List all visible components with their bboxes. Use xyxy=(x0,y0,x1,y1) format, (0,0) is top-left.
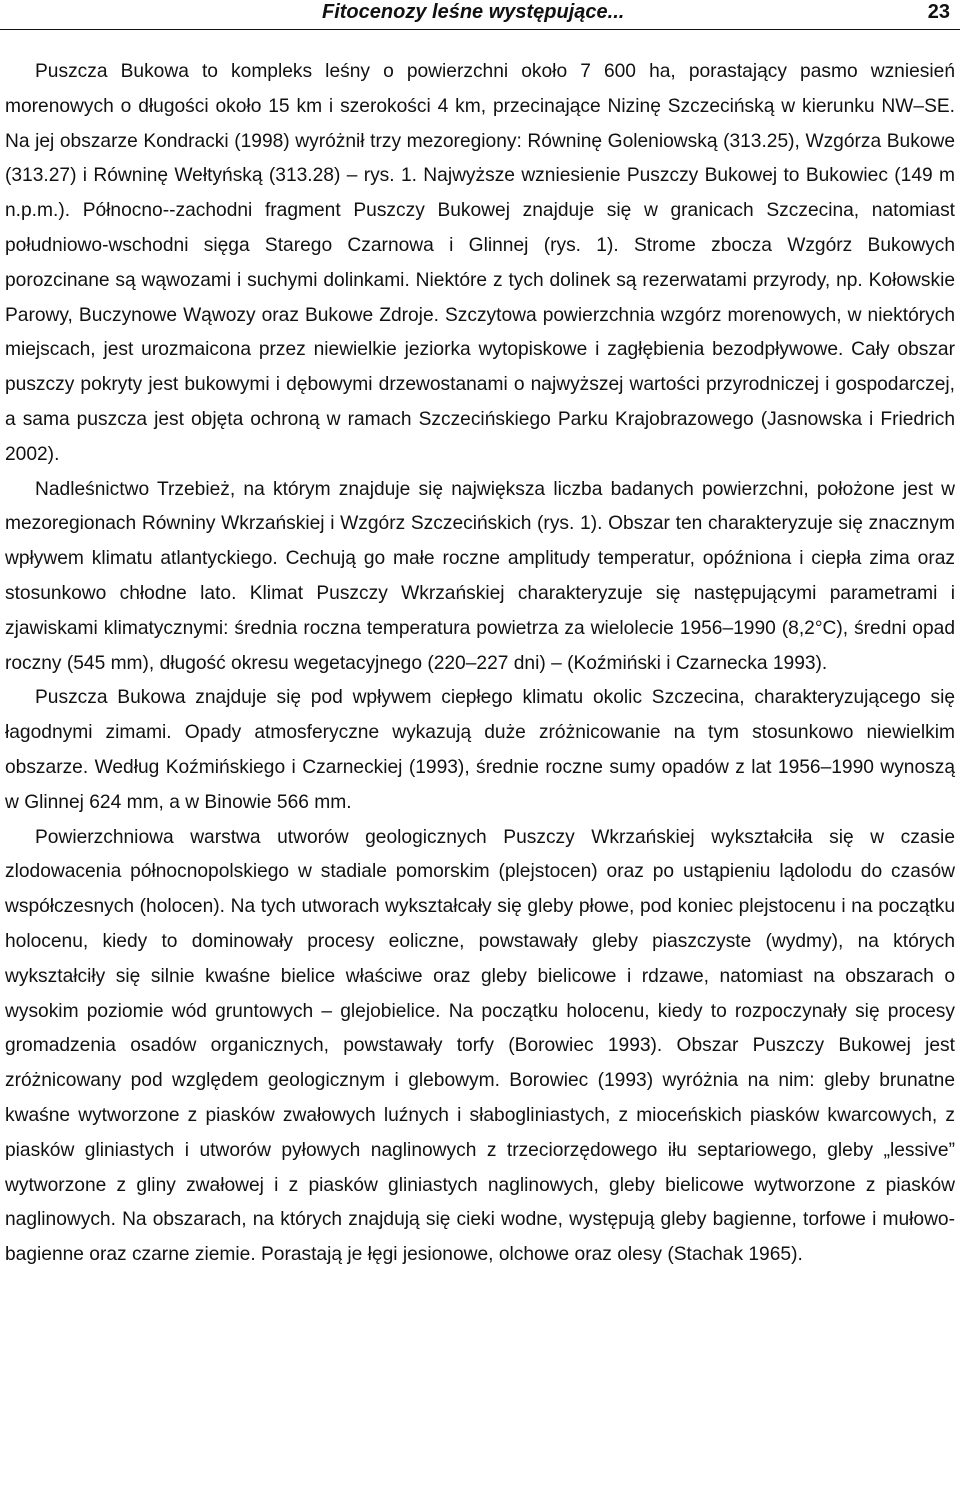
body-text xyxy=(5,55,955,1273)
running-title: Fitocenozy leśne występujące... xyxy=(322,1,625,23)
page-number: 23 xyxy=(927,1,950,23)
paragraph-puszcza-bukowa: Puszcza Bukowa to kompleks leśny o powierzchni około 7 600 ha, porastający pasmo wzniesień morenowych o długości około 15 km i szerokości 4 km, przecinające Nizinę Szczecińską w kierunku NW–SE. Na jej obszarze Kondracki (1998) wyróżnił trzy mezoregiony: Równinę Goleniowską (313.25), Wzgórza Bukowe (313.27) i Równinę Wełtyńską (313.28) – rys. 1. Najwyższe wzniesienie Puszczy Bukowej to Bukowiec (149 m n.p.m.). Północno--zachodni fragment Puszczy Bukowej znajduje się w granicach Szczecina, natomiast południowo-wschodni sięga Starego Czarnowa i Glinnej (rys. 1). Strome zbocza Wzgórz Bukowych porozcinane są wąwozami i suchymi dolinkami. Niektóre z tych dolinek są rezerwatami przyrody, np. Kołowskie Parowy, Buczynowe Wąwozy oraz Bukowe Zdroje. Szczytowa powierzchnia wzgórz morenowych, w niektórych miejscach, jest urozmaicona przez niewielkie jeziorka wytopiskowe i zagłębienia bezodpływowe. Cały obszar puszczy pokryty jest bukowymi i dębowymi drzewostanami o najwyższej wartości przyrodniczej i gospodarczej, a sama puszcza jest objęta ochroną w ramach Szczecińskiego Parku Krajobrazowego (Jasnowska i Friedrich 2002). xyxy=(5,61,955,465)
paragraph-nadlesnictwo-trzebiez: Nadleśnictwo Trzebież, na którym znajduje się największa liczba badanych powierzchni, położone jest w mezoregionach Równiny Wkrzańskiej i Wzgórz Szczecińskich (rys. 1). Obszar ten charakteryzuje się znacznym wpływem klimatu atlantyckiego. Cechują go małe roczne amplitudy temperatur, opóźniona i ciepła zima oraz stosunkowo chłodne lato. Klimat Puszczy Wkrzańskiej charakteryzuje się następującymi parametrami i zjawiskami klimatycznymi: średnia roczna temperatura powietrza za wielolecie 1956–1990 (8,2°C), średni opad roczny (545 mm), długość okresu wegetacyjnego (220–227 dni) – (Koźmiński i Czarnecka 1993). xyxy=(5,478,955,674)
paragraph-geologia-gleby: Powierzchniowa warstwa utworów geologicznych Puszczy Wkrzańskiej wykształciła się w czasie zlodowacenia północnopolskiego w stadiale pomorskim (plejstocen) oraz po ustąpieniu lądolodu do czasów współczesnych (holocen). Na tych utworach wykształcały się gleby płowe, pod koniec plejstocenu i na początku holocenu, kiedy to dominowały procesy eoliczne, powstawały gleby piaszczyste (wydmy), na których wykształciły się silnie kwaśne bielice właściwe oraz gleby bielicowe i rdzawe, natomiast na obszarach o wysokim poziomie wód gruntowych – glejobielice. Na początku holocenu, kiedy to rozpoczynały się procesy gromadzenia osadów organicznych, powstawały torfy (Borowiec 1993). Obszar Puszczy Bukowej jest zróżnicowany pod względem geologicznym i glebowym. Borowiec (1993) wyróżnia na nim: gleby brunatne kwaśne wytworzone z piasków zwałowych luźnych i słabogliniastych, z mioceńskich piasków kwarcowych, z piasków gliniastych i utworów pyłowych naglinowych z trzeciorzędowego iłu septariowego, gleby „lessive” wytworzone z gliny zwałowej i z piasków gliniastych naglinowych, gleby bielicowe wytworzone z piasków naglinowych. Na obszarach, na których znajdują się cieki wodne, występują gleby bagienne, torfowe i mułowo-bagienne oraz czarne ziemie. Porastają je łęgi jesionowe, olchowe oraz olesy (Stachak 1965). xyxy=(5,826,955,1266)
paragraph-klimat-szczecina: Puszcza Bukowa znajduje się pod wpływem ciepłego klimatu okolic Szczecina, charakteryzującego się łagodnymi zimami. Opady atmosferyczne wykazują duże zróżnicowanie na tym stosunkowo niewielkim obszarze. Według Koźmińskiego i Czarneckiej (1993), średnie roczne sumy opadów z lat 1956–1990 wynoszą w Glinnej 624 mm, a w Binowie 566 mm. xyxy=(5,687,955,813)
running-header xyxy=(0,0,960,30)
